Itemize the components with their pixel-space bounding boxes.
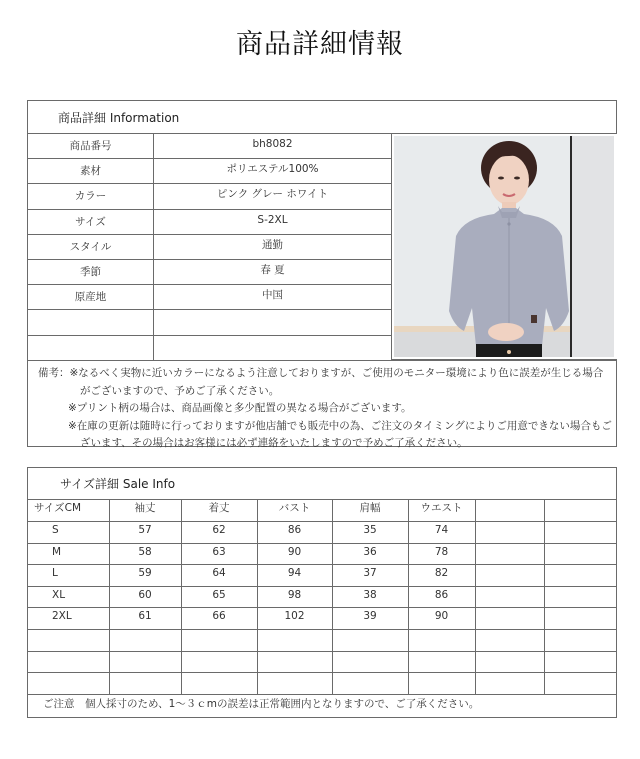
size-value-cell: 94	[257, 565, 332, 587]
info-row	[28, 134, 391, 159]
size-value-cell: 102	[257, 608, 332, 630]
model-photo-illustration	[394, 136, 614, 357]
size-value-cell: 36	[332, 543, 408, 565]
size-value-cell	[475, 651, 544, 673]
size-table-row	[28, 608, 616, 630]
product-info-header: 商品詳細 Information	[28, 101, 616, 134]
size-value-cell: 86	[257, 522, 332, 544]
size-value-cell	[544, 673, 616, 695]
size-value-cell	[332, 630, 408, 652]
size-value-cell	[181, 651, 257, 673]
column-header: サイズCM	[28, 500, 109, 522]
info-label: 季節	[28, 260, 154, 284]
size-value-cell: 38	[332, 586, 408, 608]
info-row	[28, 260, 391, 285]
size-value-cell	[544, 565, 616, 587]
info-value: ポリエステル100%	[226, 163, 319, 176]
size-value-cell	[475, 608, 544, 630]
note-line: がございますので、予めご了承ください。	[80, 384, 280, 397]
info-label: 素材	[28, 159, 154, 183]
size-value-cell: 63	[181, 543, 257, 565]
size-value-cell: 86	[408, 586, 475, 608]
size-value-cell	[109, 630, 181, 652]
size-info-section	[27, 467, 617, 718]
size-value-cell	[475, 673, 544, 695]
info-value: 通勤	[262, 238, 283, 251]
size-value-cell: 66	[181, 608, 257, 630]
size-value-cell	[544, 608, 616, 630]
size-value-cell	[544, 543, 616, 565]
product-info-section	[27, 100, 617, 447]
product-photo	[394, 136, 614, 357]
size-table-header-row	[28, 500, 616, 522]
size-value-cell: 74	[408, 522, 475, 544]
product-info-table	[28, 134, 391, 361]
size-value-cell	[544, 630, 616, 652]
size-value-cell	[475, 522, 544, 544]
info-value: bh8082	[252, 138, 293, 150]
size-value-cell	[408, 673, 475, 695]
size-value-cell	[544, 522, 616, 544]
size-value-cell: 62	[181, 522, 257, 544]
note-line: ※在庫の更新は随時に行っておりますが他店舗でも販売中の為、ご注文のタイミングによりご用意できない場合もご	[68, 419, 612, 432]
size-value-cell: 78	[408, 543, 475, 565]
size-label-cell	[28, 673, 109, 695]
size-label-cell	[28, 630, 109, 652]
size-label-cell: S	[28, 522, 109, 544]
column-header: 肩幅	[332, 500, 408, 522]
size-table-row	[28, 522, 616, 544]
size-value-cell	[257, 630, 332, 652]
column-header: ウエスト	[408, 500, 475, 522]
size-value-cell: 37	[332, 565, 408, 587]
size-value-cell: 82	[408, 565, 475, 587]
info-label: スタイル	[28, 235, 154, 259]
size-value-cell	[544, 651, 616, 673]
product-photo-cell	[391, 134, 617, 360]
size-value-cell	[332, 673, 408, 695]
size-value-cell	[257, 651, 332, 673]
column-header: バスト	[257, 500, 332, 522]
size-value-cell: 57	[109, 522, 181, 544]
size-value-cell: 35	[332, 522, 408, 544]
info-value: ピンク グレー ホワイト	[216, 188, 329, 201]
size-value-cell	[475, 543, 544, 565]
size-info-header: サイズ詳細 Sale Info	[28, 468, 616, 500]
info-row	[28, 310, 391, 335]
info-value	[154, 336, 391, 361]
info-label: カラー	[28, 184, 154, 208]
size-value-cell	[408, 651, 475, 673]
size-table-row	[28, 651, 616, 673]
size-table-row	[28, 673, 616, 695]
size-table-row	[28, 565, 616, 587]
size-value-cell: 59	[109, 565, 181, 587]
note-line: ※プリント柄の場合は、商品画像と多少配置の異なる場合がございます。	[68, 402, 412, 414]
size-footer-note: ご注意 個人採寸のため、1～３ｃmの誤差は正常範囲内となりますので、ご了承ください。	[43, 698, 480, 710]
size-value-cell	[109, 673, 181, 695]
size-value-cell: 98	[257, 586, 332, 608]
info-label	[28, 310, 154, 334]
info-label: サイズ	[28, 210, 154, 234]
size-value-cell	[544, 586, 616, 608]
size-value-cell: 64	[181, 565, 257, 587]
size-label-cell: 2XL	[28, 608, 109, 630]
size-table-row	[28, 543, 616, 565]
size-value-cell: 58	[109, 543, 181, 565]
size-value-cell: 60	[109, 586, 181, 608]
size-label-cell: L	[28, 565, 109, 587]
info-row	[28, 285, 391, 310]
size-value-cell: 90	[257, 543, 332, 565]
column-header	[475, 500, 544, 522]
size-value-cell: 39	[332, 608, 408, 630]
column-header: 袖丈	[109, 500, 181, 522]
size-value-cell: 65	[181, 586, 257, 608]
size-value-cell	[257, 673, 332, 695]
info-value: 中国	[262, 289, 283, 302]
size-table-row	[28, 630, 616, 652]
column-header: 着丈	[181, 500, 257, 522]
note-line: ざいます、その場合はお客様には必ず連絡をいたしますので予めご了承ください。	[80, 437, 468, 449]
info-label: 商品番号	[28, 134, 154, 158]
size-label-cell	[28, 651, 109, 673]
size-value-cell	[109, 651, 181, 673]
size-value-cell	[181, 630, 257, 652]
size-value-cell: 61	[109, 608, 181, 630]
info-row	[28, 210, 391, 235]
size-label-cell: M	[28, 543, 109, 565]
info-value: 春 夏	[260, 263, 285, 276]
size-value-cell: 90	[408, 608, 475, 630]
column-header	[544, 500, 616, 522]
info-label: 原産地	[28, 285, 154, 309]
page-title: 商品詳細情報	[236, 29, 404, 60]
size-table	[28, 500, 616, 695]
info-row	[28, 235, 391, 260]
note-line: 備考：※なるべく実物に近いカラーになるよう注意しておりますが、ご使用のモニター環境により色に誤差が生じる場合	[38, 367, 604, 379]
size-table-row	[28, 586, 616, 608]
info-row	[28, 159, 391, 184]
info-row	[28, 336, 391, 361]
size-value-cell	[408, 630, 475, 652]
size-label-cell: XL	[28, 586, 109, 608]
size-value-cell	[332, 651, 408, 673]
info-value: S-2XL	[257, 213, 288, 226]
size-value-cell	[181, 673, 257, 695]
size-value-cell	[475, 630, 544, 652]
notes-section	[28, 360, 616, 449]
info-label	[28, 336, 154, 361]
size-value-cell	[475, 565, 544, 587]
info-row	[28, 184, 391, 209]
size-value-cell	[475, 586, 544, 608]
info-value	[154, 310, 391, 334]
